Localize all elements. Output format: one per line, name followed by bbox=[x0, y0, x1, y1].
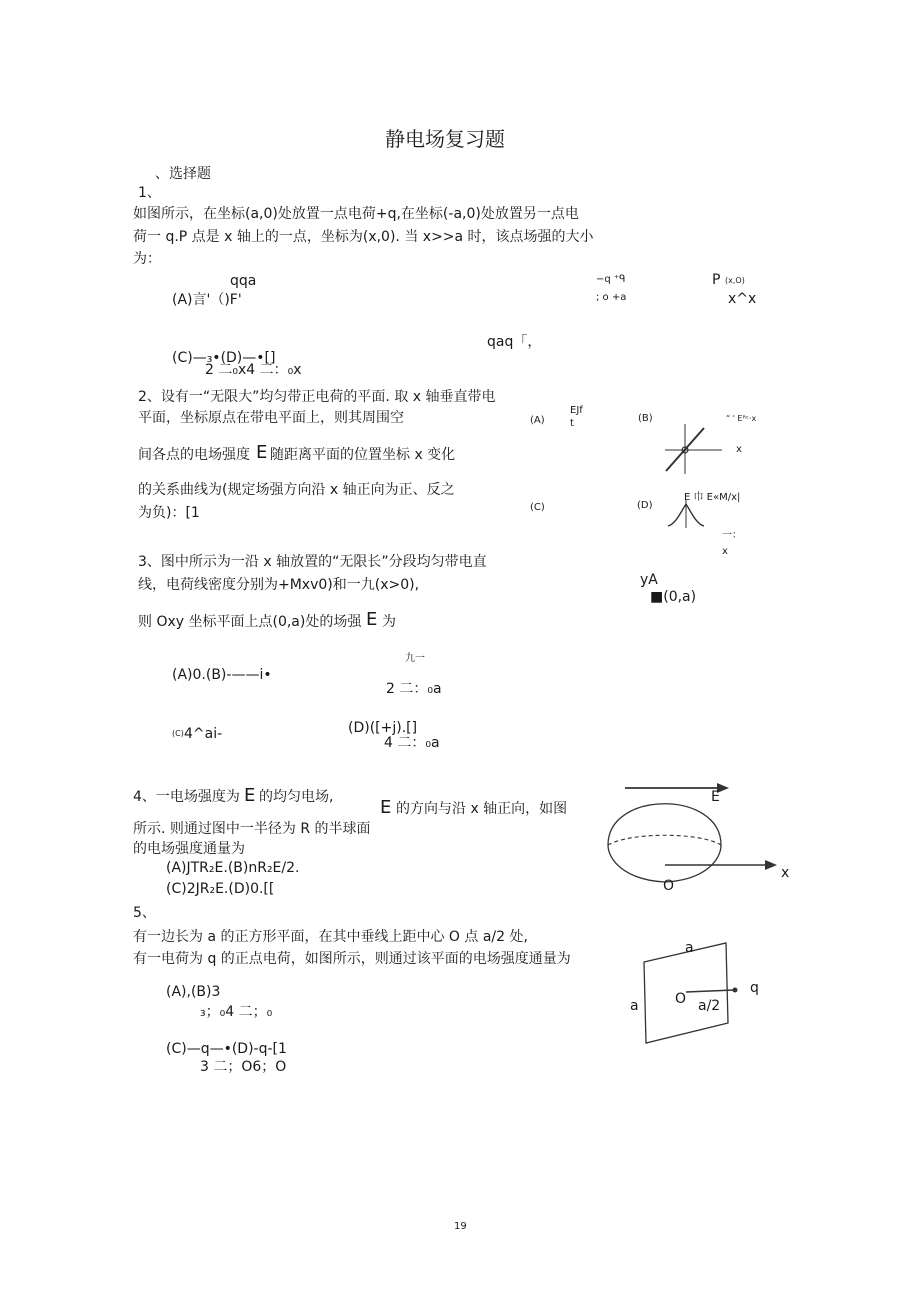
q4-line1c: 的方向与沿 x 轴正向，如图 bbox=[396, 801, 568, 817]
q5-fig-a-top: a bbox=[685, 940, 694, 956]
q3-denominator-2: 4 二：₀a bbox=[384, 735, 440, 751]
q1-fig-p-coord: (x,O) bbox=[725, 276, 745, 285]
q5-fig-q: q bbox=[750, 980, 759, 996]
q1-fig-p: P bbox=[712, 272, 721, 288]
page-number: 19 bbox=[454, 1221, 467, 1232]
q2-line5: 为负)：[1 bbox=[138, 505, 200, 521]
q1-line3: 为： bbox=[133, 251, 161, 267]
q1-denominator: 2 二₀x4 二：₀x bbox=[205, 362, 302, 378]
q1-option-cd: (C)—₃•(D)—•[] bbox=[172, 350, 276, 366]
q4-fig-e: E bbox=[711, 789, 720, 805]
q1-fig-x: x^x bbox=[728, 291, 757, 307]
q2-option-b-label: (B) bbox=[638, 413, 653, 424]
q5-number: 5、 bbox=[133, 905, 156, 921]
q2-line4: 的关系曲线为(规定场强方向沿 x 轴正向为正、反之 bbox=[138, 482, 455, 498]
q4-option-cd: (C)2JR₂E.(D)0.[[ bbox=[166, 881, 275, 897]
q5-fig-o: O bbox=[675, 991, 687, 1007]
q2-line1: 2、设有一“无限大”均匀带正电荷的平面. 取 x 轴垂直带电 bbox=[138, 389, 496, 405]
q1-fig-charges: −q ⁺ᑫ bbox=[596, 274, 626, 285]
q5-line2: 有一电荷为 q 的正点电荷，如图所示，则通过该平面的电场强度通量为 bbox=[133, 951, 571, 967]
q3-line3-post: 为 bbox=[382, 614, 396, 630]
q4-hemisphere-outline bbox=[608, 804, 721, 882]
q2-line2: 平面，坐标原点在带电平面上，则其周围空 bbox=[138, 410, 404, 426]
q2-option-d-x: x bbox=[722, 546, 728, 557]
q4-option-ab: (A)JTR₂E.(B)nR₂E/2. bbox=[166, 860, 300, 876]
section-heading: 、选择题 bbox=[155, 166, 211, 182]
q2-field-symbol: E bbox=[256, 442, 268, 463]
q4-line1b: 的均匀电场, bbox=[259, 789, 334, 805]
q1-frac-top: qqa bbox=[230, 273, 257, 289]
q3-denominator-1: 2 二：₀a bbox=[386, 681, 442, 697]
q3-line2: 线，电荷线密度分别为+Mxv0)和一九(x>0), bbox=[138, 577, 420, 593]
q2-option-d-label: (D) bbox=[637, 500, 653, 511]
q2-option-b-note: “ ' Eᴿᶜ·x bbox=[726, 414, 757, 423]
q3-option-c: 4^ai- bbox=[184, 726, 223, 742]
page-title: 静电场复习题 bbox=[385, 127, 505, 151]
q5-option-cd: (C)—q—•(D)-q-[1 bbox=[166, 1041, 287, 1057]
q3-option-c-prefix: (C) bbox=[172, 729, 184, 738]
q2-option-a-t: t bbox=[570, 418, 574, 429]
q3-nine: 九一 bbox=[405, 653, 425, 664]
q1-line1: 如图所示，在坐标(a,0)处放置一点电荷+q,在坐标(-a,0)处放置另一点电 bbox=[133, 206, 579, 222]
q1-line2: 荷一 q.P 点是 x 轴上的一点，坐标为(x,0). 当 x>>a 时，该点场强的大小 bbox=[133, 229, 594, 245]
q2-option-d-graph bbox=[666, 500, 728, 530]
q4-hemisphere-figure bbox=[605, 780, 790, 900]
q4-line3: 的电场强度通量为 bbox=[133, 841, 245, 857]
q2-line3-post: 随距离平面的位置坐标 x 变化 bbox=[270, 447, 456, 463]
q3-field-symbol: E bbox=[366, 609, 378, 630]
q2-line3-pre: 间各点的电场强度 bbox=[138, 447, 250, 463]
q5-denominator-1: ₃；₀4 二；₀ bbox=[200, 1004, 273, 1020]
q4-field-symbol-2: E bbox=[380, 797, 392, 818]
q5-fig-a-half: a/2 bbox=[698, 998, 721, 1014]
q5-point-charge bbox=[733, 988, 738, 993]
q3-fig-ya: yA bbox=[640, 572, 658, 588]
q2-option-b-graph bbox=[660, 424, 730, 474]
q2-option-d-text: E 巾 E«M/x| bbox=[684, 492, 741, 503]
q1-option-a: (A)言'（)F' bbox=[172, 292, 242, 308]
q4-x-arrowhead bbox=[765, 860, 777, 870]
q2-option-a-label: (A) bbox=[530, 415, 545, 426]
q4-hemisphere-base bbox=[608, 835, 721, 845]
q1-fig-axis: ; o +a bbox=[596, 292, 627, 303]
q3-option-d: (D)([+j).[] bbox=[348, 720, 418, 736]
q4-fig-o: O bbox=[663, 878, 675, 894]
q1-number: 1、 bbox=[138, 185, 161, 201]
q2-option-b-x: x bbox=[736, 444, 742, 455]
q4-line2: 所示. 则通过图中一半径为 R 的半球面 bbox=[133, 821, 371, 837]
q2-option-a-ejf: EJf bbox=[570, 405, 583, 416]
q2-option-d-dash: 一： bbox=[722, 530, 742, 541]
q3-option-ab: (A)0.(B)-——i• bbox=[172, 667, 272, 683]
q5-option-ab: (A),(B)3 bbox=[166, 984, 221, 1000]
q4-field-symbol-1: E bbox=[244, 785, 256, 806]
q4-line1: 4、一电场强度为 bbox=[133, 789, 240, 805]
q5-denominator-2: 3 二；O6；O bbox=[200, 1059, 287, 1075]
q5-line1: 有一边长为 a 的正方形平面，在其中垂线上距中心 O 点 a/2 处, bbox=[133, 929, 528, 945]
q2-option-c-label: (C) bbox=[530, 502, 545, 513]
q5-fig-a-left: a bbox=[630, 998, 639, 1014]
q3-fig-point: ■(0,a) bbox=[650, 589, 697, 605]
q1-qaq: qaq「， bbox=[487, 334, 542, 350]
q3-line1: 3、图中所示为一沿 x 轴放置的“无限长”分段均匀带电直 bbox=[138, 554, 487, 570]
q4-fig-x: x bbox=[781, 865, 790, 881]
q3-line3-pre: 则 Oxy 坐标平面上点(0,a)处的场强 bbox=[138, 614, 362, 630]
